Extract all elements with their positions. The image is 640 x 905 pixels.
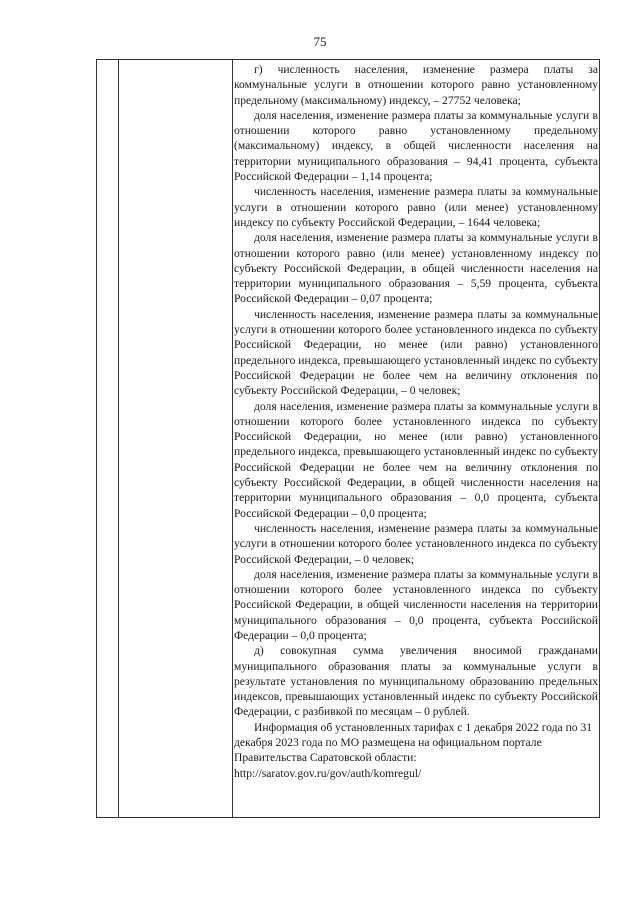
document-table	[96, 59, 600, 818]
paragraph-share-equal-or-less-index: доля населения, изменение размера платы за коммунальные услуги в отношении которого равно (или менее) установленному индексу по субъекту Российской Федерации, в общей численности населения на территории муниципального образования – 5,59 процента, субъекта Российской Федерации – 0,07 процента;	[234, 231, 598, 306]
paragraph-share-above-index: доля населения, изменение размера платы за коммунальные услуги в отношении которого более установленного индекса по субъекту Российской Федерации, в общей численности населения на территории муниципального образования – 0,0 процента, субъекта Российской Федерации – 0,0 процента;	[234, 567, 598, 642]
table-text-cell	[234, 62, 598, 781]
paragraph-total-increase-sum: д) совокупная сумма увеличения вносимой гражданами муниципального образования платы за коммунальные услуги в результате установления по муниципальному образованию предельных индексов, превышающих установленный индекс по субъекту Российской Федерации, с разбивкой по месяцам – 0 рублей.	[234, 644, 598, 719]
page-number: 75	[313, 34, 327, 49]
table-column-divider	[232, 60, 233, 817]
paragraph-population-above-index: численность населения, изменение размера платы за коммунальные услуги в отношении которого более установленного индекса по субъекту Российской Федерации, – 0 человек;	[234, 521, 598, 566]
paragraph-share-within-deviation: доля населения, изменение размера платы за коммунальные услуги в отношении которого более установленного индекса по субъекту Российской Федерации, но менее (или равно) установленного предельного индекса, превышающего установленный индекс по субъекту Российской Федерации не более чем на величину отклонения по субъекту Российской Федерации, в общей численности населения на территории муниципального образования – 0,0 процента, субъекта Российской Федерации – 0,0 процента;	[234, 399, 598, 520]
paragraph-population-equal-max-index: г) численность населения, изменение размера платы за коммунальные услуги в отношении которого равно установленному предельному (максимальному) индексу, – 27752 человека;	[234, 63, 598, 107]
table-column-divider	[118, 60, 119, 817]
paragraph-population-equal-or-less-index: численность населения, изменение размера платы за коммунальные услуги в отношении которого равно (или менее) установленному индексу по субъекту Российской Федерации, – 1644 человека;	[234, 185, 598, 229]
paragraph-population-within-deviation: численность населения, изменение размера платы за коммунальные услуги в отношении которого более установленного индекса по субъекту Российской Федерации, но менее (или равно) установленного предельного индекса, превышающего установленный индекс по субъекту Российской Федерации не более чем на величину отклонения по субъекту Российской Федерации, – 0 человек;	[234, 307, 598, 398]
paragraph-share-equal-max-index: доля населения, изменение размера платы за коммунальные услуги в отношении которого равно установленному предельному (максимальному) индексу, в общей численности населения на территории муниципального образования – 94,41 процента, субъекта Российской Федерации – 1,14 процента;	[234, 108, 598, 184]
paragraph-tariff-info: Информация об установленных тарифах с 1 декабря 2022 года по 31 декабря 2023 года по МО размещена на официальном портале Правительства Саратовской области: http://saratov.gov.ru/gov/auth/komregul/	[234, 720, 593, 780]
